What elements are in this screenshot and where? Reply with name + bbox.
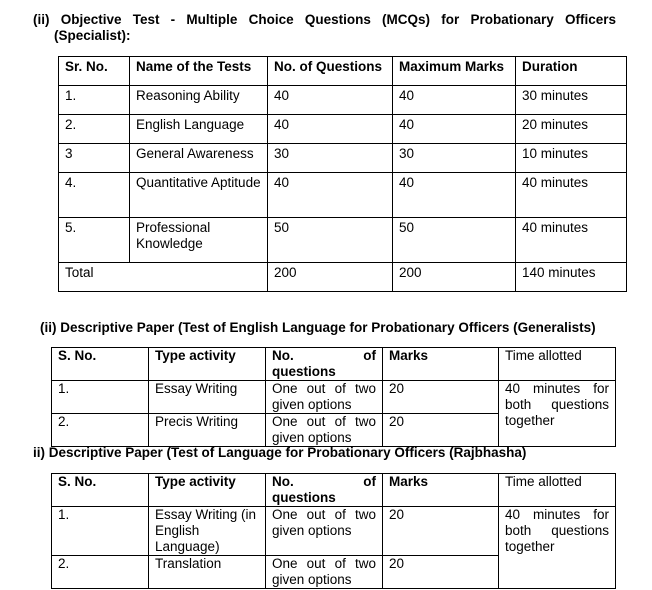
cell-sr: 4. (59, 173, 130, 218)
cell-sr: 2. (59, 115, 130, 144)
header-no-questions (266, 348, 383, 381)
cell-questions: One out of two given options (266, 414, 383, 447)
objective-test-table (58, 56, 627, 292)
cell-marks: 20 (383, 414, 499, 447)
cell-marks: 30 (393, 144, 516, 173)
cell-marks: 40 (393, 173, 516, 218)
header-no-questions (266, 474, 383, 507)
cell-sr: 3 (59, 144, 130, 173)
cell-questions: 40 (268, 115, 393, 144)
cell-time-allotted: 40 minutes for both questions together (499, 507, 616, 589)
cell-questions: 40 (268, 86, 393, 115)
header-noq-c: questions (272, 490, 336, 505)
section2-heading: (ii) Descriptive Paper (Test of English Language for Probationary Officers (Generalists) (40, 320, 596, 335)
table-row (52, 507, 616, 556)
cell-total-label: Total (59, 263, 268, 292)
cell-sr: 1. (59, 86, 130, 115)
cell-duration: 10 minutes (516, 144, 627, 173)
cell-sno: 1. (52, 381, 149, 414)
table-row (52, 381, 616, 414)
section1-heading: (ii) Objective Test - Multiple Choice Questions (MCQs) for Probationary Officers (33, 12, 616, 27)
cell-questions: 30 (268, 144, 393, 173)
cell-type: Essay Writing (149, 381, 266, 414)
cell-sno: 2. (52, 414, 149, 447)
header-marks: Marks (383, 348, 499, 381)
cell-marks: 40 (393, 86, 516, 115)
cell-name: English Language (130, 115, 268, 144)
header-noq-a: No. (272, 348, 294, 363)
cell-duration: 40 minutes (516, 173, 627, 218)
table-row (59, 144, 627, 173)
section1-heading-cont: (Specialist): (54, 28, 131, 43)
cell-marks: 40 (393, 115, 516, 144)
cell-duration: 20 minutes (516, 115, 627, 144)
header-sr-no: Sr. No. (59, 57, 130, 86)
header-marks: Marks (383, 474, 499, 507)
cell-marks: 20 (383, 507, 499, 556)
cell-questions: One out of two given options (266, 507, 383, 556)
header-noq-a: No. (272, 474, 294, 489)
cell-name: Quantitative Aptitude (130, 173, 268, 218)
header-noq-b: of (363, 474, 376, 489)
section3-heading: ii) Descriptive Paper (Test of Language for Probationary Officers (Rajbhasha) (33, 445, 527, 460)
cell-questions: 50 (268, 218, 393, 263)
descriptive-rajbhasha-table (51, 473, 616, 589)
cell-duration: 40 minutes (516, 218, 627, 263)
cell-sno: 1. (52, 507, 149, 556)
header-type: Type activity (149, 348, 266, 381)
cell-type: Translation (149, 556, 266, 589)
header-max-marks: Maximum Marks (393, 57, 516, 86)
cell-questions: One out of two given options (266, 381, 383, 414)
header-noq-c: questions (272, 364, 336, 379)
header-sno: S. No. (52, 474, 149, 507)
header-time: Time allotted (499, 348, 616, 381)
header-sno: S. No. (52, 348, 149, 381)
header-duration: Duration (516, 57, 627, 86)
table-row (59, 218, 627, 263)
cell-questions: One out of two given options (266, 556, 383, 589)
cell-sno: 2. (52, 556, 149, 589)
header-type: Type activity (149, 474, 266, 507)
descriptive-english-table (51, 347, 616, 447)
table-header-row (52, 348, 616, 381)
cell-type: Essay Writing (in English Language) (149, 507, 266, 556)
header-noq-b: of (363, 348, 376, 363)
cell-total-marks: 200 (393, 263, 516, 292)
cell-type: Precis Writing (149, 414, 266, 447)
table-row (59, 86, 627, 115)
cell-time-allotted: 40 minutes for both questions together (499, 381, 616, 447)
header-time: Time allotted (499, 474, 616, 507)
table-row (59, 173, 627, 218)
cell-name: Reasoning Ability (130, 86, 268, 115)
cell-duration: 30 minutes (516, 86, 627, 115)
cell-total-questions: 200 (268, 263, 393, 292)
header-no-questions: No. of Questions (268, 57, 393, 86)
cell-marks: 50 (393, 218, 516, 263)
table-header-row (52, 474, 616, 507)
table-total-row (59, 263, 627, 292)
cell-marks: 20 (383, 556, 499, 589)
cell-questions: 40 (268, 173, 393, 218)
cell-total-duration: 140 minutes (516, 263, 627, 292)
table-header-row (59, 57, 627, 86)
header-test-name: Name of the Tests (130, 57, 268, 86)
cell-name: General Awareness (130, 144, 268, 173)
cell-name: Professional Knowledge (130, 218, 268, 263)
cell-marks: 20 (383, 381, 499, 414)
table-row (59, 115, 627, 144)
cell-sr: 5. (59, 218, 130, 263)
